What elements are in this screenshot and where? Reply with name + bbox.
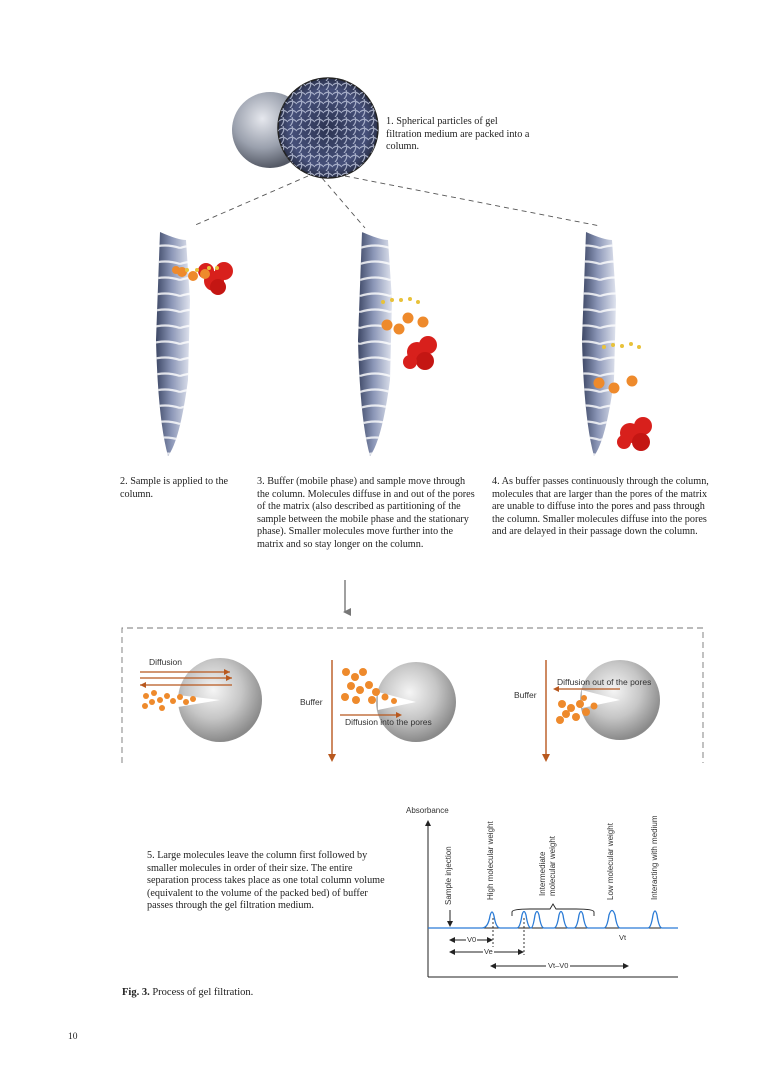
label-sample-injection: Sample injection bbox=[444, 846, 453, 905]
step3-text: 3. Buffer (mobile phase) and sample move through the column. Molecules diffuse in and out of the pores of the matrix (also described as partitioning of the sample between the mobile phase and the stationary phase). Smaller molecules move further into the matrix and so stay longer on the column. bbox=[257, 476, 475, 550]
label-high-mw: High molecular weight bbox=[486, 821, 495, 900]
label-buffer-right: Buffer bbox=[514, 690, 537, 700]
page-number: 10 bbox=[68, 1032, 78, 1042]
intermediate-brace bbox=[512, 904, 594, 916]
step2-text: 2. Sample is applied to the column. bbox=[120, 476, 229, 500]
label-buffer-left: Buffer bbox=[300, 697, 323, 707]
label-low-mw: Low molecular weight bbox=[606, 823, 615, 900]
label-diffusion-into-pores: Diffusion into the pores bbox=[345, 717, 432, 727]
label-v0: V0 bbox=[467, 935, 477, 944]
label-intermediate-line1: Intermediate bbox=[538, 851, 547, 896]
label-diffusion: Diffusion bbox=[149, 657, 182, 667]
step5-text: 5. Large molecules leave the column first followed by smaller molecules in order of their size. The entire separation process takes place as one total column volume (equivalent to the volume of the packed bed) of buffer passes through the gel filtration medium. bbox=[147, 850, 385, 912]
caption-text: Process of gel filtration. bbox=[149, 987, 254, 998]
label-vt-mark: Vt bbox=[619, 933, 627, 942]
y-axis-label: Absorbance bbox=[406, 806, 449, 815]
label-intermediate-line2: molecular weight bbox=[548, 835, 557, 896]
label-vt-minus-v0: Vt–V0 bbox=[548, 961, 569, 970]
elution-peaks bbox=[428, 911, 678, 929]
caption-bold: Fig. 3. bbox=[122, 987, 150, 998]
figure-caption bbox=[122, 987, 253, 1000]
label-interacting: Interacting with medium bbox=[650, 815, 659, 900]
step4-text: 4. As buffer passes continuously through the column, molecules that are larger than the pores of the matrix are unable to diffuse into the pores and pass through the column. Smaller molecules diffuse into the pores and are delayed in their passage down the column. bbox=[492, 476, 709, 538]
label-diffusion-out-of-pores: Diffusion out of the pores bbox=[557, 677, 652, 687]
label-ve: Ve bbox=[484, 947, 493, 956]
step1-text: 1. Spherical particles of gel filtration medium are packed into a column. bbox=[386, 116, 530, 153]
